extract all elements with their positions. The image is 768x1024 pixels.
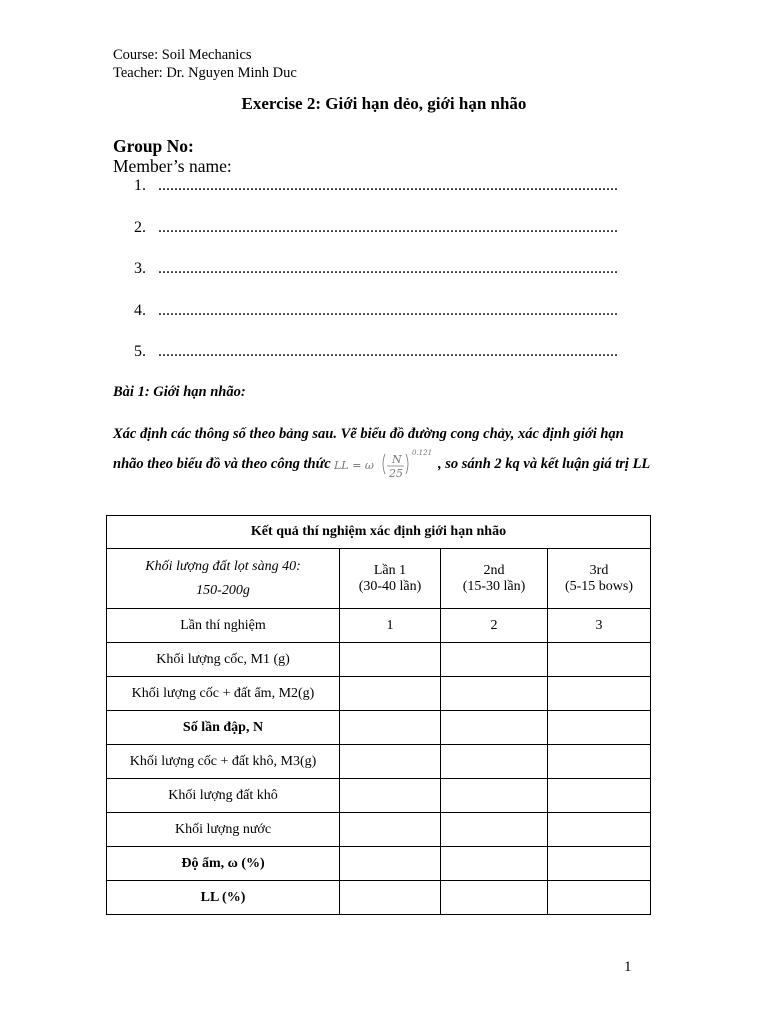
table-cell — [340, 847, 441, 881]
member-blank: ................................................................................................................... — [158, 302, 618, 319]
exercise-heading: Bài 1: Giới hạn nhão: — [113, 384, 246, 400]
table-cell — [441, 677, 548, 711]
description-text-2: , so sánh 2 kq và kết luận giá trị LL — [438, 456, 651, 472]
table-cell — [340, 813, 441, 847]
row-label: LL (%) — [107, 881, 340, 915]
row-label: Khối lượng cốc + đất ẩm, M2(g) — [107, 677, 340, 711]
page-title: Exercise 2: Giới hạn dẻo, giới hạn nhão — [241, 94, 527, 113]
column-header-title: Lần 1 — [373, 562, 407, 578]
row-label: Khối lượng đất khô — [107, 779, 340, 813]
table-row — [107, 779, 651, 813]
member-number: 5. — [134, 343, 146, 360]
table-cell — [548, 643, 651, 677]
member-number: 1. — [134, 177, 146, 194]
teacher-line: Teacher: Dr. Nguyen Minh Duc — [113, 65, 297, 81]
column-header-3 — [548, 549, 651, 609]
member-number: 4. — [134, 302, 146, 319]
member-number: 2. — [134, 219, 146, 236]
member-line-4 — [134, 302, 654, 320]
table-row — [107, 745, 651, 779]
page-number: 1 — [624, 959, 632, 975]
column-header-title: 2nd — [483, 562, 505, 578]
table-row — [107, 847, 651, 881]
document-header — [113, 46, 297, 82]
column-header-title: 3rd — [589, 562, 609, 578]
member-number: 3. — [134, 260, 146, 277]
course-line: Course: Soil Mechanics — [113, 47, 252, 63]
column-header-1 — [340, 549, 441, 609]
table-cell — [548, 881, 651, 915]
table-cell — [441, 779, 548, 813]
member-line-3 — [134, 260, 654, 278]
table-cell — [441, 847, 548, 881]
sample-mass-label: Khối lượng đất lọt sàng 40: — [145, 558, 301, 574]
liquid-limit-formula — [334, 448, 434, 479]
table-cell — [441, 881, 548, 915]
formula-numerator: N — [392, 452, 402, 466]
table-row — [107, 643, 651, 677]
column-header-range: (5-15 bows) — [564, 578, 634, 594]
table-cell — [340, 881, 441, 915]
description-text-1: Xác định các thông số theo bảng sau. Vẽ biểu đồ đường cong chảy, xác định giới hạn nhão theo biểu đồ và theo công thức — [113, 426, 624, 472]
member-blank: ................................................................................................................... — [158, 177, 618, 194]
row-label: Độ ẩm, ω (%) — [107, 847, 340, 881]
table-cell — [441, 711, 548, 745]
table-row — [107, 711, 651, 745]
column-header-2 — [441, 549, 548, 609]
table-cell — [441, 813, 548, 847]
table-cell — [340, 745, 441, 779]
formula-denominator: 25 — [389, 466, 404, 479]
formula-lhs: LL = ω — [334, 458, 375, 472]
table-row — [107, 677, 651, 711]
member-line-2 — [134, 219, 654, 237]
table-cell — [548, 779, 651, 813]
table-cell — [548, 813, 651, 847]
member-line-1 — [134, 177, 654, 195]
table-cell — [548, 847, 651, 881]
row-label: Số lần đập, N — [107, 711, 340, 745]
column-header-range: (30-40 lần) — [358, 578, 422, 594]
member-blank: ................................................................................................................... — [158, 260, 618, 277]
sample-mass-cell — [107, 549, 340, 609]
exercise-description — [113, 419, 653, 479]
table-header-row — [107, 549, 651, 609]
table-cell: 1 — [340, 609, 441, 643]
table-title: Kết quả thí nghiệm xác định giới hạn nhão — [107, 516, 651, 549]
table-cell — [340, 643, 441, 677]
row-label: Khối lượng cốc, M1 (g) — [107, 643, 340, 677]
table-cell — [548, 745, 651, 779]
group-number-label: Group No: — [113, 136, 194, 156]
sample-mass-range: 150-200g — [196, 582, 250, 598]
table-cell: 2 — [441, 609, 548, 643]
row-label: Khối lượng cốc + đất khô, M3(g) — [107, 745, 340, 779]
table-cell — [340, 677, 441, 711]
members-label: Member’s name: — [113, 156, 232, 176]
row-label: Khối lượng nước — [107, 813, 340, 847]
table-cell — [340, 779, 441, 813]
column-header-range: (15-30 lần) — [462, 578, 526, 594]
table-cell — [340, 711, 441, 745]
liquid-limit-results-table — [106, 515, 651, 915]
table-cell — [548, 677, 651, 711]
table-cell: 3 — [548, 609, 651, 643]
member-blank: ................................................................................................................... — [158, 343, 618, 360]
table-row — [107, 813, 651, 847]
table-title-row — [107, 516, 651, 549]
table-row — [107, 881, 651, 915]
member-blank: ................................................................................................................... — [158, 219, 618, 236]
member-line-5 — [134, 343, 654, 361]
formula-exponent: 0.121 — [412, 448, 433, 457]
table-cell — [441, 745, 548, 779]
table-cell — [441, 643, 548, 677]
table-cell — [548, 711, 651, 745]
table-row — [107, 609, 651, 643]
row-label: Lần thí nghiệm — [107, 609, 340, 643]
